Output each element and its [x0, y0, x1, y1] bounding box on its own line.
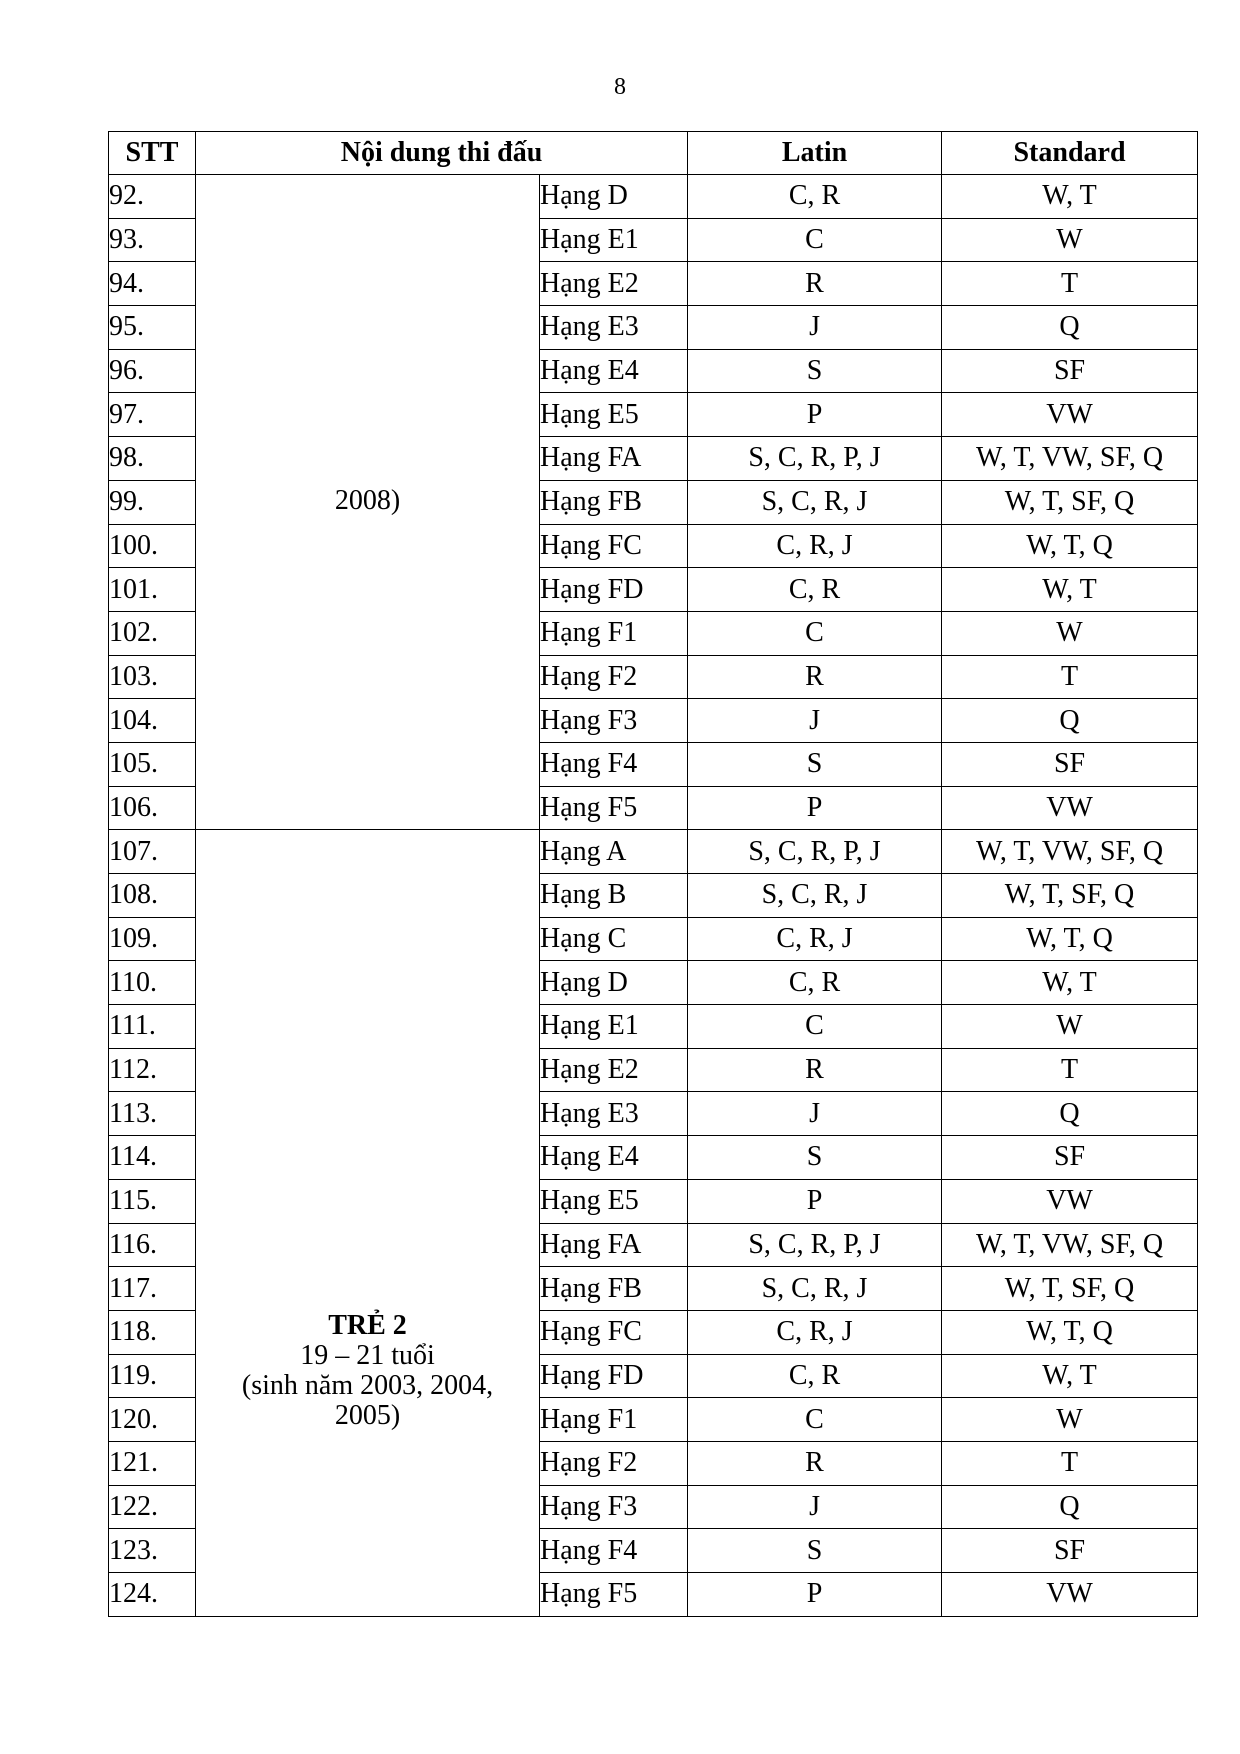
row-standard: VW	[942, 393, 1198, 437]
header-standard: Standard	[942, 132, 1198, 175]
row-latin: S	[688, 349, 942, 393]
header-content: Nội dung thi đấu	[196, 132, 688, 175]
row-stt: 116.	[109, 1223, 196, 1267]
row-stt: 101.	[109, 568, 196, 612]
row-stt: 113.	[109, 1092, 196, 1136]
row-stt: 114.	[109, 1136, 196, 1180]
row-latin: P	[688, 393, 942, 437]
row-stt: 118.	[109, 1310, 196, 1354]
row-standard: W, T	[942, 961, 1198, 1005]
row-latin: S, C, R, J	[688, 874, 942, 918]
row-latin: C, R	[688, 175, 942, 219]
row-standard: W, T, VW, SF, Q	[942, 830, 1198, 874]
row-latin: S, C, R, P, J	[688, 830, 942, 874]
row-latin: P	[688, 786, 942, 830]
table-row	[109, 830, 1198, 874]
group-age: 19 – 21 tuổi	[300, 1339, 435, 1371]
row-stt: 109.	[109, 917, 196, 961]
row-stt: 110.	[109, 961, 196, 1005]
row-latin: J	[688, 699, 942, 743]
row-standard: T	[942, 262, 1198, 306]
row-latin: C	[688, 611, 942, 655]
row-standard: T	[942, 1048, 1198, 1092]
row-latin: S, C, R, P, J	[688, 437, 942, 481]
row-standard: VW	[942, 786, 1198, 830]
row-standard: SF	[942, 349, 1198, 393]
header-stt: STT	[109, 132, 196, 175]
row-standard: SF	[942, 742, 1198, 786]
row-class: Hạng E4	[540, 349, 688, 393]
row-class: Hạng E2	[540, 262, 688, 306]
row-class: Hạng E1	[540, 1005, 688, 1049]
row-standard: T	[942, 655, 1198, 699]
row-class: Hạng FC	[540, 524, 688, 568]
row-stt: 123.	[109, 1529, 196, 1573]
row-class: Hạng D	[540, 961, 688, 1005]
row-stt: 124.	[109, 1573, 196, 1617]
row-stt: 95.	[109, 306, 196, 350]
row-latin: C, R, J	[688, 524, 942, 568]
row-stt: 122.	[109, 1485, 196, 1529]
row-latin: R	[688, 1048, 942, 1092]
header-latin: Latin	[688, 132, 942, 175]
row-latin: S, C, R, J	[688, 480, 942, 524]
competition-table	[108, 131, 1198, 1617]
row-class: Hạng FD	[540, 1354, 688, 1398]
row-stt: 92.	[109, 175, 196, 219]
row-latin: S	[688, 1529, 942, 1573]
row-standard: W	[942, 1398, 1198, 1442]
row-class: Hạng FB	[540, 480, 688, 524]
row-stt: 97.	[109, 393, 196, 437]
row-latin: R	[688, 655, 942, 699]
row-class: Hạng E4	[540, 1136, 688, 1180]
row-class: Hạng E5	[540, 1179, 688, 1223]
row-standard: W	[942, 218, 1198, 262]
row-latin: S, C, R, J	[688, 1267, 942, 1311]
row-class: Hạng C	[540, 917, 688, 961]
row-standard: T	[942, 1441, 1198, 1485]
row-stt: 102.	[109, 611, 196, 655]
row-standard: W, T	[942, 568, 1198, 612]
row-stt: 99.	[109, 480, 196, 524]
row-stt: 100.	[109, 524, 196, 568]
row-class: Hạng F4	[540, 1529, 688, 1573]
row-class: Hạng F2	[540, 655, 688, 699]
group-cell-tre-2	[196, 830, 540, 1616]
row-class: Hạng FC	[540, 1310, 688, 1354]
row-latin: J	[688, 1092, 942, 1136]
row-standard: W, T, Q	[942, 917, 1198, 961]
row-stt: 106.	[109, 786, 196, 830]
group-birth-line-2: 2005)	[334, 1399, 401, 1431]
row-standard: W, T, VW, SF, Q	[942, 1223, 1198, 1267]
row-class: Hạng F3	[540, 1485, 688, 1529]
row-standard: SF	[942, 1136, 1198, 1180]
table-body	[109, 175, 1198, 1617]
row-standard: W	[942, 1005, 1198, 1049]
row-latin: C	[688, 1005, 942, 1049]
row-stt: 112.	[109, 1048, 196, 1092]
row-class: Hạng E5	[540, 393, 688, 437]
row-stt: 105.	[109, 742, 196, 786]
row-stt: 111.	[109, 1005, 196, 1049]
row-class: Hạng F4	[540, 742, 688, 786]
row-class: Hạng E1	[540, 218, 688, 262]
row-class: Hạng D	[540, 175, 688, 219]
row-class: Hạng E3	[540, 1092, 688, 1136]
row-class: Hạng FA	[540, 437, 688, 481]
row-standard: Q	[942, 1485, 1198, 1529]
row-class: Hạng F1	[540, 1398, 688, 1442]
row-stt: 107.	[109, 830, 196, 874]
row-standard: W, T, Q	[942, 1310, 1198, 1354]
row-standard: W	[942, 611, 1198, 655]
group-title: TRẺ 2	[328, 1309, 407, 1341]
row-standard: Q	[942, 1092, 1198, 1136]
row-stt: 119.	[109, 1354, 196, 1398]
row-latin: J	[688, 1485, 942, 1529]
row-standard: W, T, Q	[942, 524, 1198, 568]
row-stt: 93.	[109, 218, 196, 262]
row-stt: 117.	[109, 1267, 196, 1311]
row-latin: C, R, J	[688, 917, 942, 961]
row-latin: C	[688, 1398, 942, 1442]
row-standard: W, T, SF, Q	[942, 1267, 1198, 1311]
row-latin: C	[688, 218, 942, 262]
row-latin: C, R, J	[688, 1310, 942, 1354]
table-row	[109, 175, 1198, 219]
group-birth-line-1: (sinh năm 2003, 2004,	[241, 1369, 494, 1401]
row-stt: 120.	[109, 1398, 196, 1442]
row-class: Hạng B	[540, 874, 688, 918]
row-class: Hạng A	[540, 830, 688, 874]
row-latin: C, R	[688, 961, 942, 1005]
row-stt: 108.	[109, 874, 196, 918]
row-latin: R	[688, 1441, 942, 1485]
row-standard: W, T, SF, Q	[942, 874, 1198, 918]
row-standard: VW	[942, 1179, 1198, 1223]
row-standard: W, T, SF, Q	[942, 480, 1198, 524]
row-stt: 96.	[109, 349, 196, 393]
row-standard: SF	[942, 1529, 1198, 1573]
row-class: Hạng E2	[540, 1048, 688, 1092]
page-number: 8	[614, 74, 626, 100]
row-class: Hạng FA	[540, 1223, 688, 1267]
row-latin: S, C, R, P, J	[688, 1223, 942, 1267]
row-class: Hạng F1	[540, 611, 688, 655]
row-stt: 115.	[109, 1179, 196, 1223]
row-latin: J	[688, 306, 942, 350]
row-class: Hạng F5	[540, 786, 688, 830]
row-class: Hạng E3	[540, 306, 688, 350]
row-stt: 103.	[109, 655, 196, 699]
row-standard: Q	[942, 699, 1198, 743]
row-standard: VW	[942, 1573, 1198, 1617]
row-stt: 98.	[109, 437, 196, 481]
row-latin: P	[688, 1573, 942, 1617]
row-latin: S	[688, 1136, 942, 1180]
row-stt: 104.	[109, 699, 196, 743]
row-standard: W, T, VW, SF, Q	[942, 437, 1198, 481]
row-class: Hạng FD	[540, 568, 688, 612]
row-class: Hạng F5	[540, 1573, 688, 1617]
row-latin: P	[688, 1179, 942, 1223]
group-cell-continued	[196, 175, 540, 830]
row-class: Hạng FB	[540, 1267, 688, 1311]
table-header-row	[109, 132, 1198, 175]
row-latin: S	[688, 742, 942, 786]
row-latin: C, R	[688, 568, 942, 612]
row-class: Hạng F2	[540, 1441, 688, 1485]
row-stt: 121.	[109, 1441, 196, 1485]
group-continued-text: 2008)	[334, 485, 401, 517]
row-latin: R	[688, 262, 942, 306]
row-standard: W, T	[942, 175, 1198, 219]
group-label	[196, 1016, 539, 1431]
row-standard: Q	[942, 306, 1198, 350]
row-standard: W, T	[942, 1354, 1198, 1398]
row-stt: 94.	[109, 262, 196, 306]
row-class: Hạng F3	[540, 699, 688, 743]
row-latin: C, R	[688, 1354, 942, 1398]
